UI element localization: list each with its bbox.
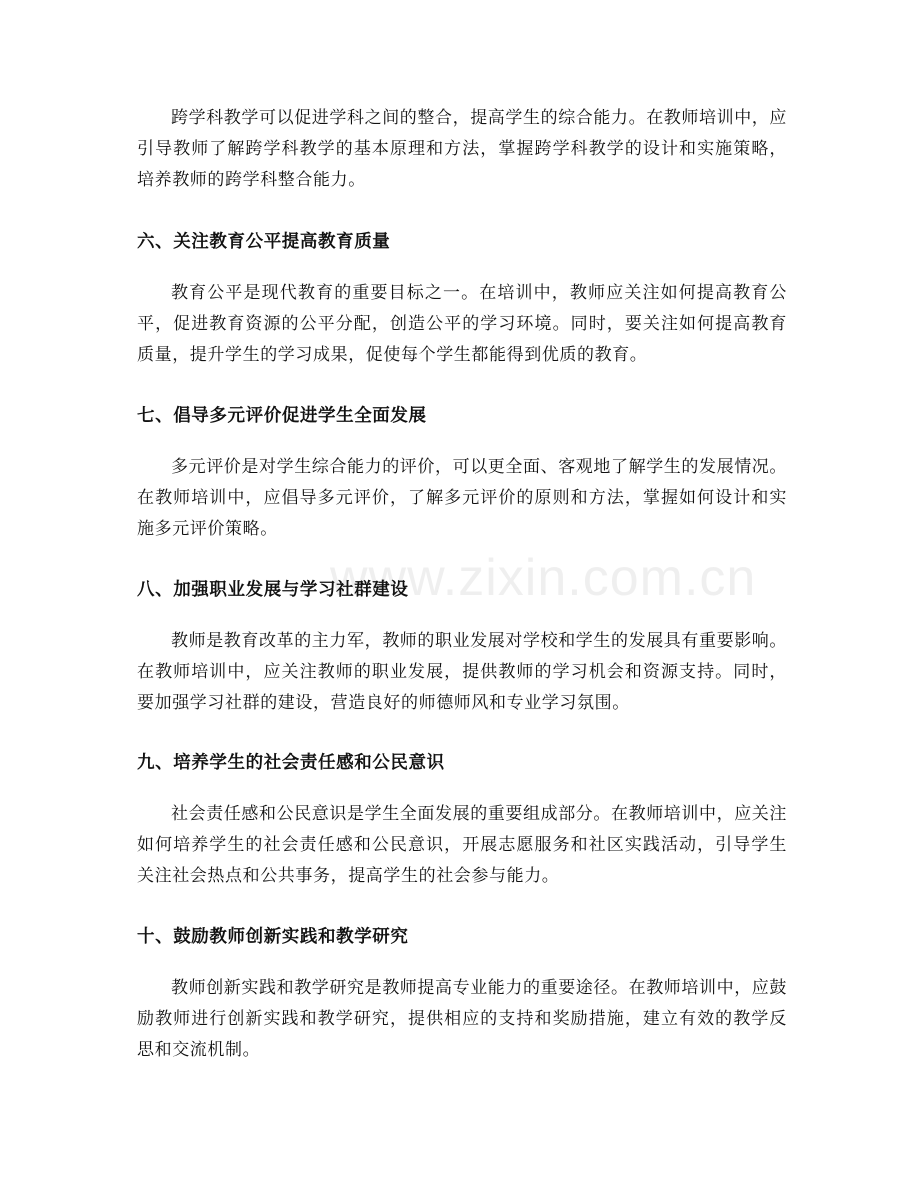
section-heading-9-block (137, 750, 787, 776)
section-paragraph-9-block (137, 799, 787, 892)
section-heading: 十、鼓励教师创新实践和教学研究 (137, 927, 409, 947)
section-heading-6-block (137, 229, 787, 255)
section-paragraph-6-block (137, 278, 787, 371)
section-heading-10-block (137, 924, 787, 950)
watermark: www.zixin.com.cn (330, 549, 757, 607)
intro-paragraph-block (137, 103, 787, 196)
section-paragraph: 教育公平是现代教育的重要目标之一。在培训中，教师应关注如何提高教育公平，促进教育资源的公平分配，创造公平的学习环境。同时，要关注如何提高教育质量，提升学生的学习成果，促使每个学生都能得到优质的教育。 (137, 283, 787, 365)
section-paragraph: 多元评价是对学生综合能力的评价，可以更全面、客观地了解学生的发展情况。在教师培训中，应倡导多元评价，了解多元评价的原则和方法，掌握如何设计和实施多元评价策略。 (137, 457, 787, 539)
section-paragraph-10-block (137, 973, 787, 1066)
section-heading: 七、倡导多元评价促进学生全面发展 (137, 406, 427, 426)
section-paragraph: 社会责任感和公民意识是学生全面发展的重要组成部分。在教师培训中，应关注如何培养学生的社会责任感和公民意识，开展志愿服务和社区实践活动，引导学生关注社会热点和公共事务，提高学生的社会参与能力。 (137, 804, 787, 886)
section-heading-7-block (137, 403, 787, 429)
section-heading: 九、培养学生的社会责任感和公民意识 (137, 753, 445, 773)
section-paragraph-8-block (137, 626, 787, 719)
section-heading: 六、关注教育公平提高教育质量 (137, 232, 391, 252)
section-heading: 八、加强职业发展与学习社群建设 (137, 580, 409, 600)
section-paragraph-7-block (137, 452, 787, 545)
section-paragraph: 教师创新实践和教学研究是教师提高专业能力的重要途径。在教师培训中，应鼓励教师进行创新实践和教学研究，提供相应的支持和奖励措施，建立有效的教学反思和交流机制。 (137, 978, 787, 1060)
section-paragraph: 教师是教育改革的主力军，教师的职业发展对学校和学生的发展具有重要影响。在教师培训中，应关注教师的职业发展，提供教师的学习机会和资源支持。同时，要加强学习社群的建设，营造良好的师德师风和专业学习氛围。 (137, 631, 787, 713)
intro-paragraph: 跨学科教学可以促进学科之间的整合，提高学生的综合能力。在教师培训中，应引导教师了解跨学科教学的基本原理和方法，掌握跨学科教学的设计和实施策略，培养教师的跨学科整合能力。 (137, 108, 787, 190)
section-heading-8-block (137, 577, 787, 603)
